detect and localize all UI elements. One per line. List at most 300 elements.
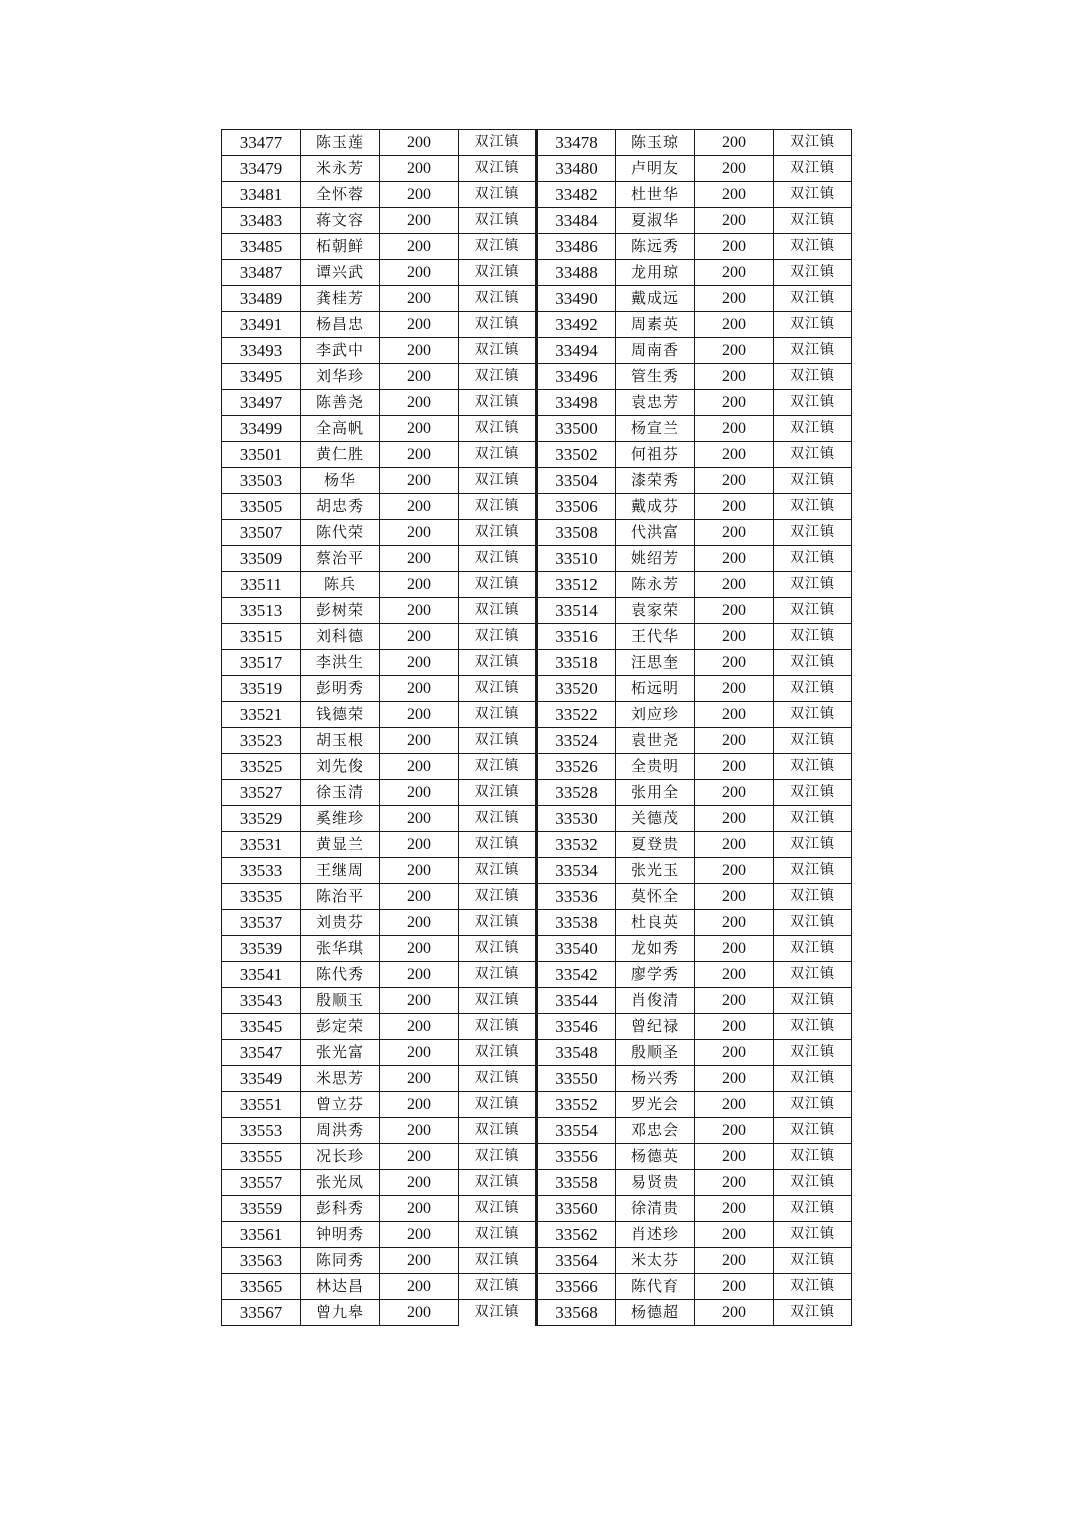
right-town-name-cell: 双江镇 [774,156,852,182]
left-record-id-cell: 33499 [222,416,301,442]
right-person-name-cell: 夏淑华 [616,208,695,234]
right-record-id-cell: 33486 [537,234,616,260]
left-record-id-cell: 33509 [222,546,301,572]
right-record-id-cell: 33484 [537,208,616,234]
table-row [222,546,852,572]
left-person-name-cell: 陈玉莲 [301,130,380,156]
right-amount-cell: 200 [695,1274,774,1300]
right-record-id-cell: 33566 [537,1274,616,1300]
left-person-name-cell: 李武中 [301,338,380,364]
table-row [222,806,852,832]
table-row [222,338,852,364]
left-amount-cell: 200 [380,364,459,390]
right-person-name-cell: 龙用琼 [616,260,695,286]
left-town-name-cell: 双江镇 [459,156,537,182]
right-person-name-cell: 夏登贵 [616,832,695,858]
right-town-name-cell: 双江镇 [774,1196,852,1222]
right-person-name-cell: 杨德超 [616,1300,695,1326]
left-town-name-cell: 双江镇 [459,364,537,390]
left-person-name-cell: 彭明秀 [301,676,380,702]
left-amount-cell: 200 [380,494,459,520]
right-record-id-cell: 33552 [537,1092,616,1118]
right-town-name-cell: 双江镇 [774,312,852,338]
left-record-id-cell: 33533 [222,858,301,884]
right-record-id-cell: 33512 [537,572,616,598]
table-row [222,468,852,494]
left-record-id-cell: 33527 [222,780,301,806]
left-town-name-cell: 双江镇 [459,312,537,338]
left-record-id-cell: 33517 [222,650,301,676]
right-record-id-cell: 33568 [537,1300,616,1326]
right-person-name-cell: 罗光会 [616,1092,695,1118]
right-record-id-cell: 33506 [537,494,616,520]
right-person-name-cell: 肖述珍 [616,1222,695,1248]
left-town-name-cell: 双江镇 [459,1196,537,1222]
right-amount-cell: 200 [695,390,774,416]
right-amount-cell: 200 [695,130,774,156]
left-record-id-cell: 33491 [222,312,301,338]
left-record-id-cell: 33547 [222,1040,301,1066]
left-record-id-cell: 33485 [222,234,301,260]
left-record-id-cell: 33483 [222,208,301,234]
left-amount-cell: 200 [380,676,459,702]
left-person-name-cell: 陈善尧 [301,390,380,416]
right-amount-cell: 200 [695,1300,774,1326]
left-town-name-cell: 双江镇 [459,1248,537,1274]
left-town-name-cell: 双江镇 [459,442,537,468]
left-person-name-cell: 陈同秀 [301,1248,380,1274]
left-record-id-cell: 33515 [222,624,301,650]
left-amount-cell: 200 [380,338,459,364]
left-record-id-cell: 33539 [222,936,301,962]
right-town-name-cell: 双江镇 [774,390,852,416]
right-person-name-cell: 杜世华 [616,182,695,208]
left-person-name-cell: 刘华珍 [301,364,380,390]
right-town-name-cell: 双江镇 [774,1092,852,1118]
left-record-id-cell: 33513 [222,598,301,624]
table-row [222,1014,852,1040]
right-town-name-cell: 双江镇 [774,832,852,858]
left-town-name-cell: 双江镇 [459,546,537,572]
left-amount-cell: 200 [380,286,459,312]
right-town-name-cell: 双江镇 [774,520,852,546]
right-record-id-cell: 33498 [537,390,616,416]
left-town-name-cell: 双江镇 [459,728,537,754]
right-person-name-cell: 漆荣秀 [616,468,695,494]
right-town-name-cell: 双江镇 [774,1222,852,1248]
right-amount-cell: 200 [695,1118,774,1144]
left-town-name-cell: 双江镇 [459,598,537,624]
left-record-id-cell: 33551 [222,1092,301,1118]
left-town-name-cell: 双江镇 [459,780,537,806]
left-person-name-cell: 胡忠秀 [301,494,380,520]
left-record-id-cell: 33521 [222,702,301,728]
left-person-name-cell: 曾立芬 [301,1092,380,1118]
right-amount-cell: 200 [695,312,774,338]
table-row [222,988,852,1014]
left-person-name-cell: 钱德荣 [301,702,380,728]
right-amount-cell: 200 [695,936,774,962]
left-amount-cell: 200 [380,520,459,546]
left-person-name-cell: 陈代秀 [301,962,380,988]
left-record-id-cell: 33481 [222,182,301,208]
right-person-name-cell: 袁世尧 [616,728,695,754]
left-record-id-cell: 33511 [222,572,301,598]
left-amount-cell: 200 [380,962,459,988]
left-town-name-cell: 双江镇 [459,1274,537,1300]
left-person-name-cell: 杨华 [301,468,380,494]
right-town-name-cell: 双江镇 [774,780,852,806]
table-row [222,286,852,312]
table-row [222,962,852,988]
left-person-name-cell: 柘朝鲜 [301,234,380,260]
left-record-id-cell: 33529 [222,806,301,832]
right-amount-cell: 200 [695,676,774,702]
left-amount-cell: 200 [380,182,459,208]
right-record-id-cell: 33480 [537,156,616,182]
right-town-name-cell: 双江镇 [774,546,852,572]
table-row [222,520,852,546]
left-town-name-cell: 双江镇 [459,858,537,884]
table-row [222,494,852,520]
left-record-id-cell: 33495 [222,364,301,390]
left-town-name-cell: 双江镇 [459,1092,537,1118]
left-town-name-cell: 双江镇 [459,416,537,442]
left-town-name-cell: 双江镇 [459,1170,537,1196]
table-row [222,572,852,598]
right-amount-cell: 200 [695,1014,774,1040]
right-record-id-cell: 33488 [537,260,616,286]
right-record-id-cell: 33532 [537,832,616,858]
table-row [222,234,852,260]
right-town-name-cell: 双江镇 [774,468,852,494]
right-town-name-cell: 双江镇 [774,494,852,520]
table-row [222,1118,852,1144]
left-record-id-cell: 33523 [222,728,301,754]
right-person-name-cell: 周素英 [616,312,695,338]
right-town-name-cell: 双江镇 [774,1066,852,1092]
left-town-name-cell: 双江镇 [459,260,537,286]
table-row [222,260,852,286]
roster-table [221,129,852,1326]
left-person-name-cell: 龚桂芳 [301,286,380,312]
left-record-id-cell: 33519 [222,676,301,702]
left-amount-cell: 200 [380,936,459,962]
table-row [222,702,852,728]
right-amount-cell: 200 [695,754,774,780]
table-row [222,156,852,182]
left-amount-cell: 200 [380,208,459,234]
right-record-id-cell: 33536 [537,884,616,910]
left-amount-cell: 200 [380,1014,459,1040]
left-person-name-cell: 奚维珍 [301,806,380,832]
left-amount-cell: 200 [380,1196,459,1222]
table-row [222,1144,852,1170]
right-town-name-cell: 双江镇 [774,962,852,988]
table-row [222,832,852,858]
right-person-name-cell: 杨德英 [616,1144,695,1170]
left-amount-cell: 200 [380,1040,459,1066]
left-record-id-cell: 33535 [222,884,301,910]
table-row [222,780,852,806]
left-record-id-cell: 33545 [222,1014,301,1040]
left-person-name-cell: 蒋文容 [301,208,380,234]
left-amount-cell: 200 [380,572,459,598]
right-town-name-cell: 双江镇 [774,130,852,156]
left-amount-cell: 200 [380,1300,459,1326]
right-record-id-cell: 33510 [537,546,616,572]
left-person-name-cell: 殷顺玉 [301,988,380,1014]
left-record-id-cell: 33557 [222,1170,301,1196]
left-person-name-cell: 陈治平 [301,884,380,910]
table-row [222,858,852,884]
right-record-id-cell: 33538 [537,910,616,936]
left-town-name-cell: 双江镇 [459,494,537,520]
left-town-name-cell: 双江镇 [459,1040,537,1066]
right-record-id-cell: 33564 [537,1248,616,1274]
right-person-name-cell: 管生秀 [616,364,695,390]
right-person-name-cell: 戴成芬 [616,494,695,520]
left-person-name-cell: 刘贵芬 [301,910,380,936]
left-record-id-cell: 33487 [222,260,301,286]
right-amount-cell: 200 [695,988,774,1014]
right-town-name-cell: 双江镇 [774,182,852,208]
left-town-name-cell: 双江镇 [459,1222,537,1248]
right-record-id-cell: 33558 [537,1170,616,1196]
left-person-name-cell: 全高帆 [301,416,380,442]
left-amount-cell: 200 [380,624,459,650]
right-town-name-cell: 双江镇 [774,988,852,1014]
right-amount-cell: 200 [695,156,774,182]
left-amount-cell: 200 [380,1222,459,1248]
left-town-name-cell: 双江镇 [459,1300,537,1326]
left-record-id-cell: 33561 [222,1222,301,1248]
left-amount-cell: 200 [380,1144,459,1170]
right-record-id-cell: 33540 [537,936,616,962]
right-person-name-cell: 陈玉琼 [616,130,695,156]
left-record-id-cell: 33503 [222,468,301,494]
right-amount-cell: 200 [695,832,774,858]
left-amount-cell: 200 [380,1170,459,1196]
left-amount-cell: 200 [380,312,459,338]
right-person-name-cell: 代洪富 [616,520,695,546]
left-amount-cell: 200 [380,1248,459,1274]
left-amount-cell: 200 [380,1092,459,1118]
right-record-id-cell: 33550 [537,1066,616,1092]
right-record-id-cell: 33500 [537,416,616,442]
right-town-name-cell: 双江镇 [774,1274,852,1300]
table-row [222,650,852,676]
table-row [222,416,852,442]
left-town-name-cell: 双江镇 [459,1144,537,1170]
table-row [222,1170,852,1196]
right-town-name-cell: 双江镇 [774,936,852,962]
right-amount-cell: 200 [695,1144,774,1170]
right-amount-cell: 200 [695,494,774,520]
left-amount-cell: 200 [380,1066,459,1092]
right-person-name-cell: 柘远明 [616,676,695,702]
left-person-name-cell: 蔡治平 [301,546,380,572]
right-amount-cell: 200 [695,286,774,312]
right-town-name-cell: 双江镇 [774,416,852,442]
table-row [222,884,852,910]
right-amount-cell: 200 [695,702,774,728]
right-record-id-cell: 33494 [537,338,616,364]
left-town-name-cell: 双江镇 [459,130,537,156]
right-amount-cell: 200 [695,572,774,598]
right-record-id-cell: 33504 [537,468,616,494]
table-row [222,390,852,416]
left-town-name-cell: 双江镇 [459,1066,537,1092]
right-record-id-cell: 33542 [537,962,616,988]
right-amount-cell: 200 [695,1196,774,1222]
left-amount-cell: 200 [380,468,459,494]
right-person-name-cell: 杜良英 [616,910,695,936]
right-person-name-cell: 邓忠会 [616,1118,695,1144]
left-amount-cell: 200 [380,806,459,832]
right-record-id-cell: 33526 [537,754,616,780]
right-person-name-cell: 汪思奎 [616,650,695,676]
left-person-name-cell: 杨昌忠 [301,312,380,338]
left-person-name-cell: 周洪秀 [301,1118,380,1144]
table-row [222,624,852,650]
right-amount-cell: 200 [695,910,774,936]
left-town-name-cell: 双江镇 [459,208,537,234]
roster-table-container [221,129,851,1326]
table-row [222,598,852,624]
right-town-name-cell: 双江镇 [774,1040,852,1066]
left-record-id-cell: 33525 [222,754,301,780]
left-person-name-cell: 陈代荣 [301,520,380,546]
right-record-id-cell: 33496 [537,364,616,390]
right-amount-cell: 200 [695,728,774,754]
right-person-name-cell: 徐清贵 [616,1196,695,1222]
left-person-name-cell: 李洪生 [301,650,380,676]
left-record-id-cell: 33567 [222,1300,301,1326]
left-town-name-cell: 双江镇 [459,234,537,260]
right-town-name-cell: 双江镇 [774,1248,852,1274]
left-town-name-cell: 双江镇 [459,520,537,546]
right-record-id-cell: 33562 [537,1222,616,1248]
left-person-name-cell: 全怀蓉 [301,182,380,208]
left-person-name-cell: 黄显兰 [301,832,380,858]
table-row [222,728,852,754]
right-amount-cell: 200 [695,182,774,208]
right-amount-cell: 200 [695,1040,774,1066]
right-amount-cell: 200 [695,1092,774,1118]
left-town-name-cell: 双江镇 [459,182,537,208]
right-town-name-cell: 双江镇 [774,754,852,780]
right-town-name-cell: 双江镇 [774,338,852,364]
right-record-id-cell: 33502 [537,442,616,468]
right-town-name-cell: 双江镇 [774,1014,852,1040]
left-person-name-cell: 徐玉清 [301,780,380,806]
table-row [222,1300,852,1326]
left-amount-cell: 200 [380,1118,459,1144]
right-town-name-cell: 双江镇 [774,234,852,260]
left-town-name-cell: 双江镇 [459,1014,537,1040]
left-town-name-cell: 双江镇 [459,702,537,728]
right-amount-cell: 200 [695,624,774,650]
right-person-name-cell: 张用全 [616,780,695,806]
left-person-name-cell: 黄仁胜 [301,442,380,468]
right-person-name-cell: 张光玉 [616,858,695,884]
left-person-name-cell: 曾九皋 [301,1300,380,1326]
right-town-name-cell: 双江镇 [774,572,852,598]
left-town-name-cell: 双江镇 [459,286,537,312]
right-record-id-cell: 33554 [537,1118,616,1144]
left-town-name-cell: 双江镇 [459,572,537,598]
right-person-name-cell: 戴成远 [616,286,695,312]
right-person-name-cell: 米太芬 [616,1248,695,1274]
right-amount-cell: 200 [695,1248,774,1274]
table-row [222,1248,852,1274]
right-amount-cell: 200 [695,858,774,884]
right-record-id-cell: 33544 [537,988,616,1014]
left-town-name-cell: 双江镇 [459,910,537,936]
right-person-name-cell: 全贵明 [616,754,695,780]
left-record-id-cell: 33553 [222,1118,301,1144]
right-town-name-cell: 双江镇 [774,676,852,702]
right-person-name-cell: 袁忠芳 [616,390,695,416]
left-person-name-cell: 胡玉根 [301,728,380,754]
left-person-name-cell: 刘科德 [301,624,380,650]
left-person-name-cell: 王继周 [301,858,380,884]
right-town-name-cell: 双江镇 [774,910,852,936]
right-person-name-cell: 陈代育 [616,1274,695,1300]
left-person-name-cell: 谭兴武 [301,260,380,286]
left-town-name-cell: 双江镇 [459,676,537,702]
right-record-id-cell: 33514 [537,598,616,624]
left-person-name-cell: 张华琪 [301,936,380,962]
left-amount-cell: 200 [380,754,459,780]
right-record-id-cell: 33478 [537,130,616,156]
right-person-name-cell: 陈远秀 [616,234,695,260]
right-record-id-cell: 33482 [537,182,616,208]
right-town-name-cell: 双江镇 [774,1144,852,1170]
left-amount-cell: 200 [380,156,459,182]
left-town-name-cell: 双江镇 [459,468,537,494]
left-town-name-cell: 双江镇 [459,338,537,364]
right-town-name-cell: 双江镇 [774,260,852,286]
left-amount-cell: 200 [380,728,459,754]
right-town-name-cell: 双江镇 [774,858,852,884]
roster-body [222,130,852,1326]
right-person-name-cell: 陈永芳 [616,572,695,598]
left-record-id-cell: 33493 [222,338,301,364]
left-record-id-cell: 33479 [222,156,301,182]
right-record-id-cell: 33530 [537,806,616,832]
left-person-name-cell: 彭定荣 [301,1014,380,1040]
left-record-id-cell: 33541 [222,962,301,988]
left-person-name-cell: 林达昌 [301,1274,380,1300]
left-record-id-cell: 33477 [222,130,301,156]
right-record-id-cell: 33522 [537,702,616,728]
table-row [222,208,852,234]
left-amount-cell: 200 [380,780,459,806]
right-record-id-cell: 33490 [537,286,616,312]
left-town-name-cell: 双江镇 [459,988,537,1014]
right-person-name-cell: 刘应珍 [616,702,695,728]
table-row [222,364,852,390]
right-town-name-cell: 双江镇 [774,650,852,676]
table-row [222,910,852,936]
left-person-name-cell: 张光凤 [301,1170,380,1196]
right-person-name-cell: 龙如秀 [616,936,695,962]
left-record-id-cell: 33537 [222,910,301,936]
right-person-name-cell: 肖俊清 [616,988,695,1014]
right-amount-cell: 200 [695,520,774,546]
